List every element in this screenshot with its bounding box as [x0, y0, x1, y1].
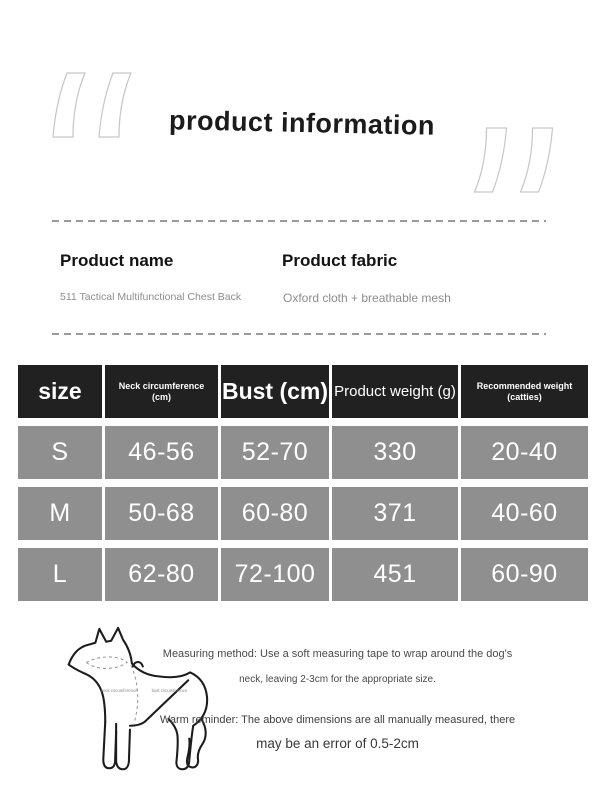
- cell-m-size: M: [18, 487, 102, 540]
- cell-s-size: S: [18, 426, 102, 479]
- size-table: [18, 365, 588, 601]
- close-quote-icon: [463, 127, 558, 193]
- cell-l-neck: 62-80: [105, 548, 218, 601]
- cell-l-bust: 72-100: [221, 548, 329, 601]
- warm-reminder-line2: may be an error of 0.5-2cm: [256, 736, 419, 751]
- cell-l-size: L: [18, 548, 102, 601]
- col-header-neck: Neck circumference (cm): [105, 365, 218, 418]
- col-header-bust: Bust (cm): [221, 365, 329, 418]
- measuring-method-line1: Measuring method: Use a soft measuring tape to wrap around the dog's: [162, 648, 513, 660]
- page-title: product information: [168, 105, 436, 141]
- dog-outline-icon: [42, 620, 210, 792]
- warm-reminder-line1: Warm reminder: The above dimensions are all manually measured, there: [159, 714, 516, 726]
- cell-m-neck: 50-68: [105, 487, 218, 540]
- measuring-method-line2: neck, leaving 2-3cm for the appropriate size.: [239, 674, 436, 685]
- product-name-label: Product name: [60, 251, 174, 270]
- cell-s-bust: 52-70: [221, 426, 329, 479]
- cell-m-weight: 371: [332, 487, 458, 540]
- dashed-divider-top: [52, 220, 546, 222]
- product-fabric-value: Oxford cloth + breathable mesh: [283, 291, 451, 305]
- cell-l-recommended: 60-90: [461, 548, 588, 601]
- dashed-divider-bottom: [52, 333, 546, 335]
- col-header-size: size: [18, 365, 102, 418]
- cell-m-bust: 60-80: [221, 487, 329, 540]
- cell-s-neck: 46-56: [105, 426, 218, 479]
- cell-m-recommended: 40-60: [461, 487, 588, 540]
- col-header-weight: Product weight (g): [332, 365, 458, 418]
- cell-s-weight: 330: [332, 426, 458, 479]
- product-name-value: 511 Tactical Multifunctional Chest Back: [60, 291, 242, 303]
- dog-neck-label: neck circumference: [100, 688, 138, 694]
- dog-bust-label: bust circumference: [151, 688, 188, 694]
- cell-l-weight: 451: [332, 548, 458, 601]
- cell-s-recommended: 20-40: [461, 426, 588, 479]
- col-header-recommended: Recommended weight (catties): [461, 365, 588, 418]
- product-fabric-label: Product fabric: [282, 251, 398, 270]
